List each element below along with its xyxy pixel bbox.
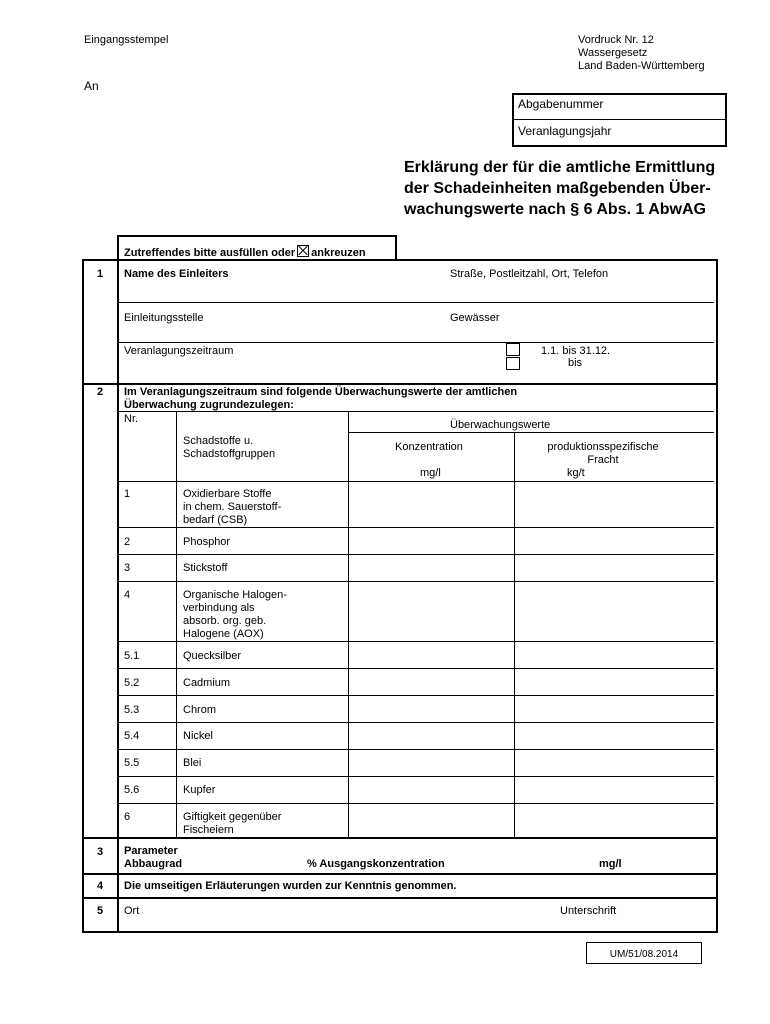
concentration-input[interactable] — [349, 528, 514, 554]
instruction-text: Zutreffendes bitte ausfüllen oder ankreuzen — [124, 247, 366, 259]
concentration-input[interactable] — [349, 696, 514, 722]
stamp-label: Eingangsstempel — [84, 34, 169, 46]
row-nr: 5.3 — [124, 704, 140, 716]
instruction-box — [117, 235, 397, 260]
recipient-label: An — [84, 79, 99, 93]
section-2-number: 2 — [97, 386, 104, 398]
freight-input[interactable] — [515, 642, 714, 668]
row-substance: Cadmium — [183, 677, 231, 689]
row-nr: 4 — [124, 589, 131, 601]
concentration-input[interactable] — [349, 723, 514, 749]
page-title: Erklärung der für die amtliche Ermittlung der Schadeinheiten maßgebenden Über- wachungswerte nach § 6 Abs. 1 AbwAG — [404, 159, 716, 218]
row-nr: 5.4 — [124, 730, 140, 742]
section-4-number: 4 — [97, 880, 104, 892]
period-full-year-checkbox[interactable] — [506, 343, 520, 356]
col-substance-header: Schadstoffe u. Schadstoffgruppen — [183, 435, 276, 460]
col-nr-header: Nr. — [124, 413, 139, 425]
row-substance: Giftigkeit gegenüber Fischeiern — [183, 811, 282, 836]
form-code: UM/51/08.2014 — [609, 949, 679, 960]
col-concentration-unit: mg/l — [420, 467, 441, 479]
einleitungsstelle-field[interactable]: Einleitungsstelle — [124, 312, 204, 324]
ort-field[interactable]: Ort — [124, 905, 140, 917]
section-3-number: 3 — [97, 846, 104, 858]
row-nr: 5.6 — [124, 784, 140, 796]
col-freight-header: produktionsspezifische Fracht — [547, 441, 659, 466]
checked-box-icon — [297, 245, 309, 257]
concentration-input[interactable] — [349, 777, 514, 803]
acknowledgement-text: Die umseitigen Erläuterungen wurden zur Kenntnis genommen. — [124, 880, 457, 892]
freight-input[interactable] — [515, 482, 714, 527]
abbaugrad-field[interactable]: Abbaugrad — [124, 858, 183, 870]
col-freight-unit: kg/t — [567, 467, 585, 479]
concentration-input[interactable] — [349, 582, 514, 641]
concentration-input[interactable] — [349, 642, 514, 668]
row-nr: 5.2 — [124, 677, 140, 689]
freight-input[interactable] — [515, 804, 714, 837]
row-substance: Organische Halogen- verbindung als absorb. org. geb. Halogene (AOX) — [183, 589, 287, 640]
period-partial-checkbox[interactable] — [506, 357, 520, 370]
row-nr: 6 — [124, 811, 131, 823]
col-monitoring-values-header: Überwachungswerte — [450, 419, 551, 431]
veranlagungszeitraum-label: Veranlagungszeitraum — [124, 345, 234, 357]
section-1-number: 1 — [97, 268, 104, 280]
section-2-heading: Im Veranlagungszeitraum sind folgende Überwachungswerte der amtlichen Überwachung zugrundezulegen: — [124, 386, 518, 411]
ausgangskonzentration-field[interactable]: % Ausgangskonzentration — [307, 858, 445, 870]
veranlagungsjahr-field[interactable]: Veranlagungsjahr — [518, 124, 612, 138]
parameter-label: Parameter — [124, 845, 178, 857]
info-box — [512, 93, 727, 147]
row-nr: 1 — [124, 488, 131, 500]
concentration-input[interactable] — [349, 804, 514, 837]
row-substance: Quecksilber — [183, 650, 242, 662]
form-info: Vordruck Nr. 12 Wassergesetz Land Baden-Württemberg — [578, 34, 705, 72]
abgabenummer-field[interactable]: Abgabenummer — [518, 97, 604, 111]
period-partial-label: bis — [568, 357, 583, 369]
row-substance: Blei — [183, 757, 202, 769]
period-full-year-label: 1.1. bis 31.12. — [541, 345, 611, 357]
freight-input[interactable] — [515, 723, 714, 749]
signature-field[interactable]: Unterschrift — [560, 905, 617, 917]
row-substance: Oxidierbare Stoffe in chem. Sauerstoff- bedarf (CSB) — [183, 488, 282, 526]
freight-input[interactable] — [515, 582, 714, 641]
section-5-number: 5 — [97, 905, 104, 917]
row-substance: Phosphor — [183, 536, 231, 548]
concentration-input[interactable] — [349, 482, 514, 527]
row-substance: Kupfer — [183, 784, 216, 796]
row-substance: Nickel — [183, 730, 213, 742]
row-nr: 3 — [124, 562, 131, 574]
form-code-box — [586, 942, 702, 964]
col-concentration-header: Konzentration — [395, 441, 463, 453]
freight-input[interactable] — [515, 528, 714, 554]
concentration-input[interactable] — [349, 750, 514, 776]
address-field[interactable]: Straße, Postleitzahl, Ort, Telefon — [450, 268, 609, 280]
concentration-input[interactable] — [349, 555, 514, 581]
freight-input[interactable] — [515, 777, 714, 803]
row-nr: 5.1 — [124, 650, 140, 662]
section-3-unit: mg/l — [599, 858, 622, 870]
row-nr: 5.5 — [124, 757, 140, 769]
row-substance: Chrom — [183, 704, 217, 716]
freight-input[interactable] — [515, 669, 714, 695]
gewaesser-field[interactable]: Gewässer — [450, 312, 500, 324]
concentration-input[interactable] — [349, 669, 514, 695]
einleiter-name-field[interactable]: Name des Einleiters — [124, 268, 229, 280]
freight-input[interactable] — [515, 750, 714, 776]
freight-input[interactable] — [515, 555, 714, 581]
row-substance: Stickstoff — [183, 562, 228, 574]
row-nr: 2 — [124, 536, 131, 548]
freight-input[interactable] — [515, 696, 714, 722]
